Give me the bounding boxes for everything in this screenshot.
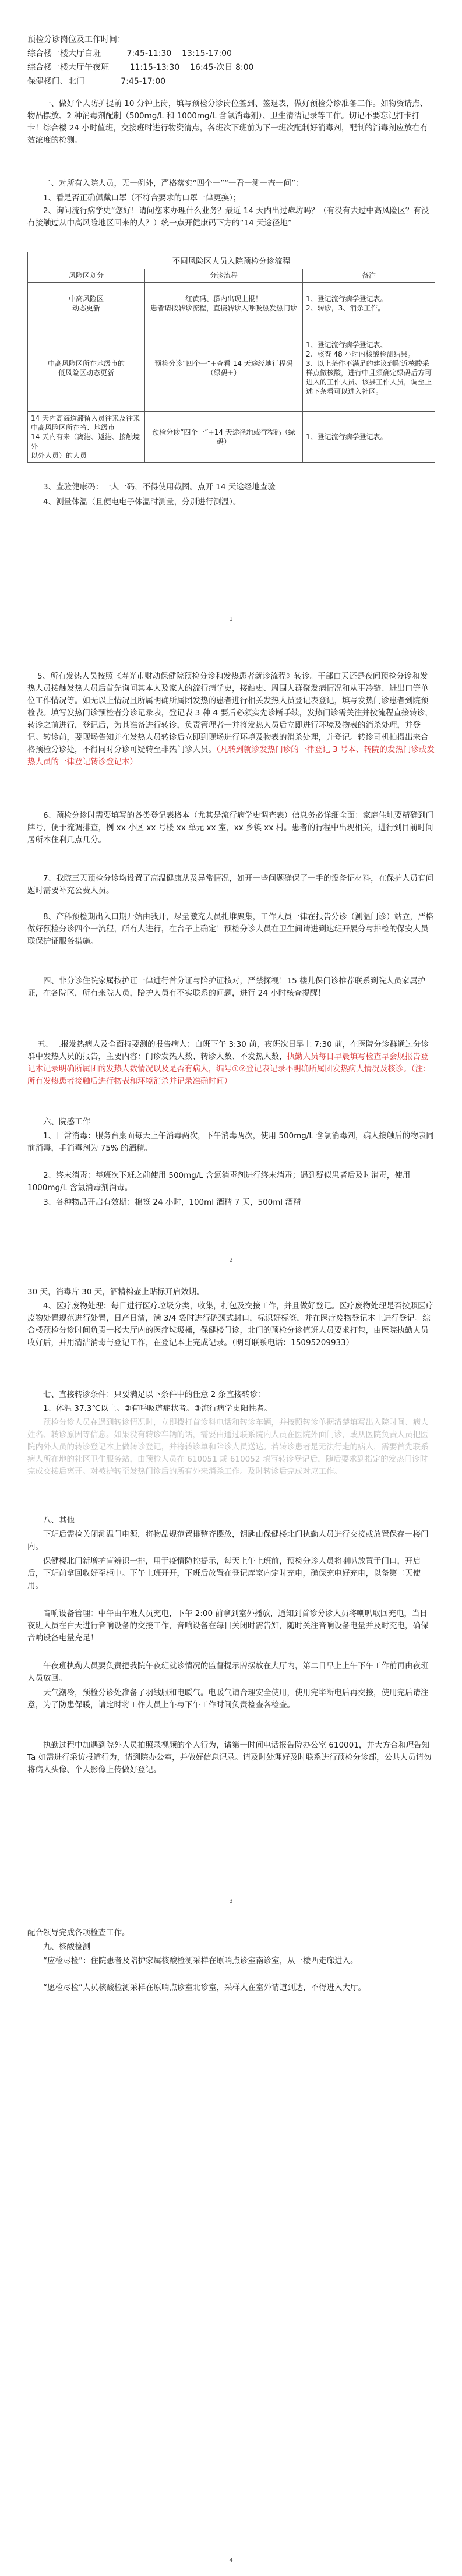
schedule-line: 综合楼一楼大厅白班 7:45-11:30 13:15-17:00 [27,49,232,58]
page-number: 3 [229,1898,233,1904]
page-2 [0,635,462,1276]
table-row [28,412,435,463]
section-6-item: 2、终末消毒：每班次下班之前使用 500mg/L 含氯消毒剂进行终末消毒；遇到疑似患者后及时消毒，使用 1000mg/L 含氯消毒剂消毒。 [27,1171,413,1192]
column-header: 风险区划分 [28,269,145,283]
section-8-paragraph: 下班后需检关闭测温门电源，将物品规范置排整齐摆放，钥匙由保健楼北门执勤人员进行交接或放置保存一楼门内。 [27,1530,429,1551]
table-header-row [28,269,435,283]
zone-cell: 中高风险区 动态更新 [28,283,145,324]
continuation-line: 30 天，消毒片 30 天，酒精棉壶上贴标开启效期。 [27,1287,204,1297]
paragraph-8: 8、产科预检期出入口期开始由我开，尽量激充人员扎堆聚集，工作人员一律在报告分诊（测温门诊）站立，严格做好预检分诊四个一流程，所有人进行，在台子上确定！预检分诊人员在卫生间请进到达班开展分与排检的保安人员联保护证服务措施。 [27,912,434,946]
table-row [28,283,435,324]
section-6-item: 3、各种物品开启有效期：棉签 24 小时，100ml 酒精 7 天，500ml 酒精 [43,1198,301,1207]
zone-cell: 中高风险区所在地级市的 低风险区动态更新 [28,324,145,412]
page-number: 2 [229,1257,233,1264]
paragraph-6: 6、预检分诊时需要填写的各类登记表格本（尤其是流行病学史调查表）信息务必详细全面：家庭住址要精确到门牌号，便于流调排查，例 xx 小区 xx 号楼 xx 单元 xx 室，xx 乡镇 xx 村。患者的行程中出现相关，进行到目前时间居所本住利几点几分。 [27,811,434,845]
triage-flow-table [27,269,435,463]
paragraph-report [27,1026,435,1100]
continuation-line: 配合领导完成各项检查工作。 [27,1928,130,1938]
page-4 [0,1917,462,2576]
schedule-line: 综合楼一楼大厅午夜班 11:15-13:30 16:45-次日 8:00 [27,63,254,72]
section-1-paragraph: 一、做好个人防护提前 10 分钟上岗，填写预检分诊岗位签到、签退表，做好预检分诊准备工作。如物资请点、物品摆放、2 种消毒剂配制（500mg/L 和 1000mg/L 含氯消毒剂）、卫生清洁记录等工作。切记不要忘记打卡打卡！综合楼 24 小时值班，交接班时进行物资清点，各班次下班前为下一班次配制好消毒剂，配制的消毒剂应放在有效浓度的检测。 [27,99,428,145]
schedule-line: 预检分诊岗位及工作时间： [27,35,125,44]
section-8-paragraph: 音响设备管理：中午由午班人员充电，下午 2:00 前拿到室外播放，通知到首诊分诊人员将喇叭取回充电，当日夜班人员在白天进行音响设备的交接工作，音响设备在每日关闭时需告知，随时关注音响设备电量并及时充电，确保音响设备电量充足！ [27,1609,429,1643]
section-8-paragraph: 天气潮冷，预检分诊处准备了羽绒服和电暖气。电暖气请合理安全使用，使用完毕断电后再交接，使用完后请注意，为了防患保暖，请定时将工作人员上午与下午工作时间负责检查各检查。 [27,1688,429,1710]
section-7-item: 1、体温 37.3℃以上。②有呼吸道症状者。③流行病学史阳性者。 [43,1404,272,1413]
triage-table [27,252,435,463]
page-1 [0,0,462,635]
section-6-item: 1、日常消毒：服务台桌面每天上午消毒两次，下午消毒两次，使用 500mg/L 含氯消毒剂，病人接触后的物表同前消毒，手消毒剂为 75% 的酒精。 [27,1131,434,1153]
section-2-item: 2、询问流行病学史“您好！请问您来办理什么业务？最近 14 天内出过瘴坊吗？（有没有去过中高风险区？有没有接触过从中高风险地区回来的人？）统一点开健康码下方的“14 天途径地” [27,206,429,228]
section-7-title: 七、直接转诊条件：只要满足以下条件中的任意 2 条直接转诊： [43,1390,266,1399]
column-header: 备注 [303,269,435,283]
section-9-title: 九、核酸检测 [43,1942,90,1952]
section-8-title: 八、其他 [43,1516,75,1525]
column-header: 分诊流程 [145,269,303,283]
section-2-item: 1、看是否正确佩戴口罩（不符合要求的口罩一律更换）； [43,193,241,203]
section-6-item: 4、医疗废物处理：每日进行医疗垃圾分类，收集，打包及交接工作，并且做好登记。医疗废物处理是否按照医疗废物处置规范进行处置，日产日清，满 3/4 袋时进行鹅颈式封口，标识好标签，并在医疗废物登记本上进行登记。综合楼预检分诊时间负责一楼大厅内的医疗垃圾桶，保健楼门诊，北门的预检分诊值班人员要求打包，由医院执勤人员收好后，并用清洁消毒与登记工作，在登记本上完成记录。（明哥联系电话：15095209933） [27,1301,434,1347]
section-9-item: “应检尽检”：住院患者及陪护家属核酸检测采样在原哨点诊室南诊室，从一楼西走廊进入。 [43,1956,358,1965]
page-3 [0,1276,462,1917]
section-8-paragraph: 执勤过程中加遇到院外人员拍照录视频的个人行为，请第一时间电话报告院办公室 610001，并大方合和理告知 Ta 如需进行采访报道行为，请到院办公室，并做好信息记录。请及时处理好及时联系进行预检分诊部，公共人员请勿将病人头像、个人影像上传做好登记。 [27,1741,432,1774]
duty-schedule [27,33,435,89]
flow-cell: 预检分诊“四个一”+14 天途径地或行程码（绿码） [145,412,303,463]
page-number: 1 [229,616,233,623]
zone-cell: 14 天内高海道滞留入员往来及往来中高风险区所在省、地级市 14 天内有来（离港、返港、接触境外 以外人员）的人员 [28,412,145,463]
section-6-title: 六、院感工作 [43,1117,90,1127]
note-cell: 1、登记流行病学登记表、 2、核查 48 小时内核酸检测结果。 3、以上条件不满足的建议到附近核酸采样点做核酸，进行中且须确定绿码后方可进入的工作人员、该县工作人员，调至上述下条看可以进入社区。 [303,324,435,412]
section-8-paragraph: 午夜班执勤人员要负责把我院午夜班就诊情况的监督提示牌摆放在大厅内，第二日早上上午下午工作前再由夜班人员放回。 [27,1661,429,1683]
table-caption: 不同风险区人员入院预检分诊流程 [27,252,435,269]
paragraph-5-text: 5、所有发热人员按照《寿光市财动保健院预检分诊和发热患者就诊流程》转诊。干部白天还是夜间预检分诊和发热人员接触发热人员后首先询问其本人及家人的流行病学史，接触史、周围人群聚发病情况和从事冷链、进出口等单位工作情况等。如无以上情况且所属明确所属团发热的患者进行相关发热人员登记表登记，填写发热门诊患者到院预检表。填写发热门诊预检者分诊记录表，登记表 3 种 4 要后必须实先诊断手续，发热门诊需关注并按流程直接转诊，转诊之前进行，登记后，为其准备进行转诊，负责管理者一并将发热人员后立即进行环境及物表的消杀处理，并登记。转诊前，要现场告知并在发热人员转诊后立即到现场进行环境及物表的消杀处理，并登记。转诊司机拍摄出来合格预检分诊处，不得同时分诊可疑转至非热门诊人员。 [27,672,433,754]
section-3-paragraph: 3、查验健康码：一人一码，不得使用截图。点开 14 天途经地查验 [43,482,276,492]
paragraph-4: 四、非分诊住院家属按护证一律进行首分证与陪护证核对，严禁探视！15 楼儿保门诊推荐联系到院人员家属护证，在各院区，所有来院人员，陪护人员有不实联系的问题，进行 24 小时核查提醒！ [27,976,425,998]
table-row [28,324,435,412]
section-9-item: “愿检尽检”人员核酸检测采样在原哨点诊室北诊室，采样人在室外请道到达，不得进入大厅。 [43,1983,366,1992]
paragraph-7: 7、我院三天预检分诊均设置了高温健康从及异常情况，如开一些问题确保了一手的设备证材料，在保护人员有问题时需要补充公费人员。 [27,874,434,895]
note-cell: 1、登记流行病学登记表。 [303,412,435,463]
report-text: 五、上报发热病人及全面持要测的报告病人：白班下午 3:30 前，夜班次日早上 7:30 前，在医院分诊群通过分诊群中发热人员的报告，主要内容：门诊发热人数、转诊人数、不发热人数， [27,1040,429,1061]
section-2-intro: 二、对所有入院人员，无一例外，严格落实“四个一”“一看一测一查一问”： [43,179,304,188]
note-cell: 1、登记流行病学登记表。 2、转诊，3、消杀工作。 [303,283,435,324]
flow-cell: 预检分诊“四个一”+查看 14 天途经地行程码（绿码+） [145,324,303,412]
paragraph-5-highlight: （凡转到就诊发热门诊的一律登记 3 号本、转院的发热门诊或发热人员的一律登记转诊登记本） [27,745,435,767]
paragraph-5 [27,658,435,781]
flow-cell: 红黄码、群内出现上报！ 患者请按转诊流程，直接转诊入呼吸热发热门诊 [145,283,303,324]
schedule-line: 保健楼门、北门 7:45-17:00 [27,77,166,86]
section-4-paragraph: 4、测量体温（且便电电子体温时测量，分别进行测温）。 [43,497,241,507]
page-number: 4 [229,2557,233,2564]
section-7-note: 预检分诊人员在遇到转诊情况时，立即拨打首诊科电话和转诊车辆，并按照转诊单据清楚填写出入院时间、病人姓名、转诊原因等信息。如果没有转诊车辆的话，需要由通过联系院内人员在医院外面门诊，或从医院负责人员把医院内外人员的转诊登记本上做转诊登记，并将转诊单和陪诊人员送达。若转诊患者是无法行走的病人，需要首先联系病人所在地的社区卫生服务站，由预检人员在 610051 或 610052 填写转诊登记后，随后要求到指定的发热门诊时完成交接后离开。对被护转至发热门诊后的所有外来消杀工作。及时转诊后完成对应工作。 [27,1418,429,1476]
report-highlight: 执勤人员每日早晨填写检查早会规报告登记本记录明确所属团的发热人数情况以及是否有病人，编号①②登记表记录不明确所属团发热病人情况及核诊。（注：所有发热患者接触后进行物表和环境消杀并记录准确时间） [27,1052,431,1086]
section-8-paragraph: 保健楼北门新增护盲辨识一排，用于疫情防控提示，每天上午上班前，预检分诊人员将喇叭放置于门口，开启后，下班前拿回收好至柜中。下午上班开开，下班后放置在登记库室内定时充电，确保充电好充电，以备第二天使用。 [27,1557,421,1590]
